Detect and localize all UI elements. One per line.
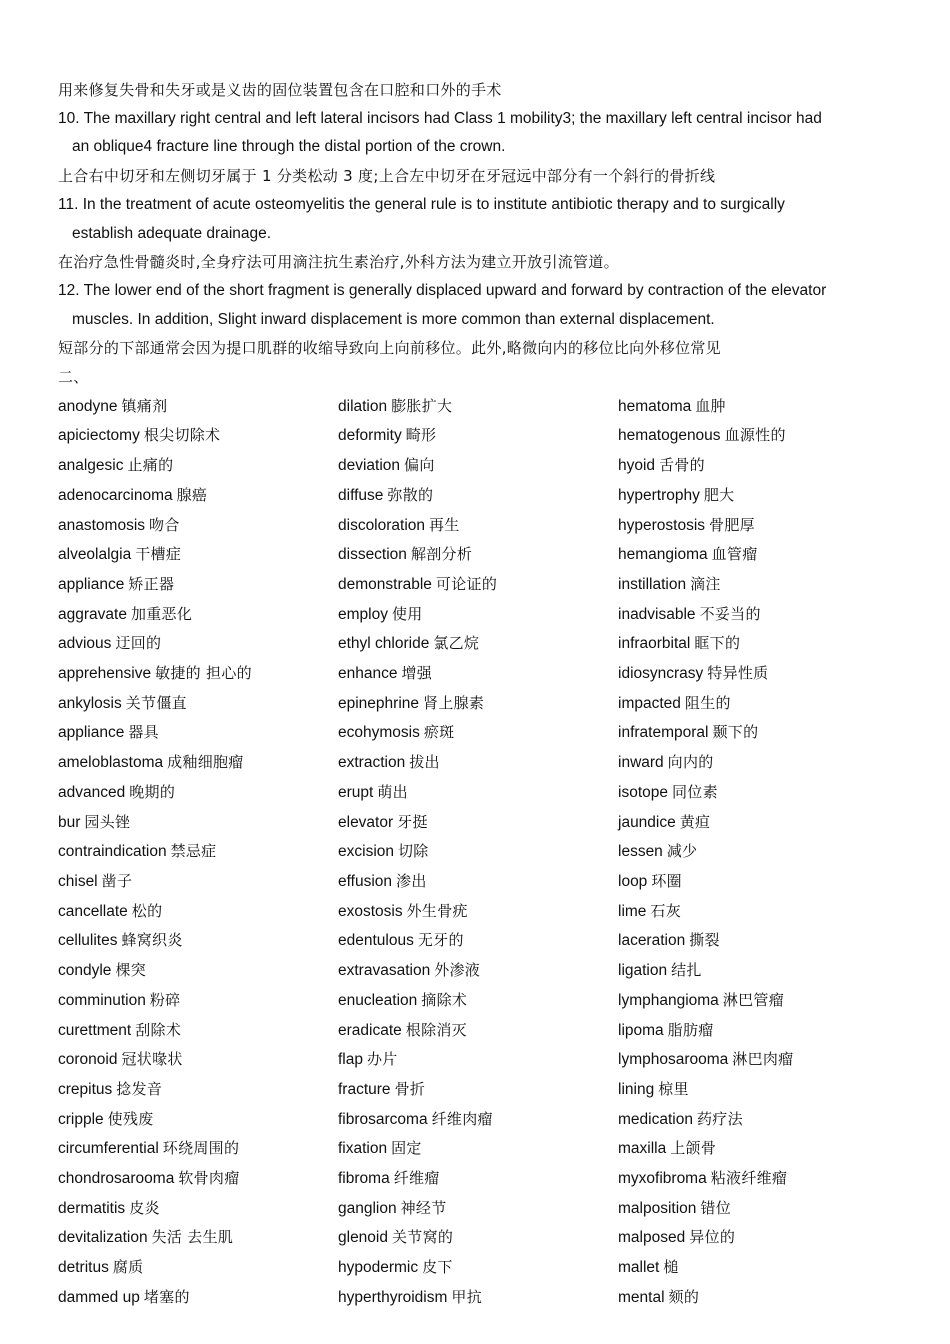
vocabulary-item	[618, 451, 898, 481]
vocabulary-item	[618, 778, 898, 808]
vocabulary-translation: 颞下的	[712, 723, 759, 742]
vocabulary-translation: 外渗液	[434, 961, 481, 980]
vocabulary-item	[618, 1223, 898, 1253]
vocabulary-grid	[58, 392, 898, 1313]
vocabulary-term: adenocarcinoma	[58, 486, 173, 504]
vocabulary-term: appliance	[58, 575, 125, 593]
vocabulary-term: ligation	[618, 962, 668, 980]
vocabulary-term: detritus	[58, 1259, 109, 1277]
vocabulary-term: advious	[58, 635, 112, 653]
vocabulary-term: loop	[618, 872, 648, 890]
vocabulary-term: aggravate	[58, 605, 127, 623]
vocabulary-item	[338, 1016, 618, 1046]
vocabulary-item	[338, 392, 618, 422]
vocabulary-translation: 偏向	[404, 456, 435, 475]
vocabulary-item	[58, 1283, 338, 1313]
vocabulary-translation: 环圈	[651, 871, 682, 890]
vocabulary-term: bur	[58, 813, 81, 831]
vocabulary-translation: 错位	[700, 1198, 732, 1217]
vocabulary-translation: 舌骨的	[659, 456, 705, 475]
vocabulary-term: deviation	[338, 457, 401, 475]
vocabulary-term: hyperthyroidism	[338, 1288, 448, 1306]
vocabulary-term: infraorbital	[618, 635, 691, 653]
vocabulary-item	[58, 1253, 338, 1283]
vocabulary-term: erupt	[338, 783, 374, 801]
vocabulary-translation: 凿子	[101, 871, 133, 890]
vocabulary-translation: 摘除术	[421, 990, 468, 1009]
vocabulary-item	[58, 1045, 338, 1075]
vocabulary-term: chisel	[58, 872, 98, 890]
vocabulary-term: excision	[338, 843, 394, 861]
vocabulary-translation: 棵突	[115, 961, 147, 980]
vocabulary-term: ecohymosis	[338, 724, 420, 742]
vocabulary-term: lime	[618, 902, 647, 920]
sentence-block	[58, 105, 898, 191]
vocabulary-term: hematoma	[618, 397, 692, 415]
vocabulary-term: discoloration	[338, 516, 426, 534]
vocabulary-translation: 皮下	[422, 1258, 453, 1277]
vocabulary-translation: 粉碎	[149, 990, 181, 1009]
vocabulary-item	[618, 570, 898, 600]
vocabulary-item	[58, 778, 338, 808]
vocabulary-translation: 捻发音	[116, 1079, 163, 1098]
vocabulary-translation: 解剖分析	[410, 545, 473, 564]
vocabulary-term: coronoid	[58, 1051, 118, 1069]
vocabulary-term: diffuse	[338, 486, 384, 504]
vocabulary-item	[58, 540, 338, 570]
vocabulary-translation: 根尖切除术	[143, 426, 221, 445]
vocabulary-term: flap	[338, 1051, 363, 1069]
vocabulary-term: hyoid	[618, 457, 656, 475]
sentence-english-line-2: muscles. In addition, Slight inward displacement is more common than external displacement.	[72, 310, 715, 328]
vocabulary-term: hyperostosis	[618, 516, 706, 534]
vocabulary-item	[58, 481, 338, 511]
vocabulary-item	[618, 1134, 898, 1164]
vocabulary-translation: 异位的	[689, 1228, 736, 1247]
intro-line: 用来修复失骨和失牙或是义齿的固位装置包含在口腔和口外的手术	[58, 81, 502, 99]
vocabulary-item	[338, 1223, 618, 1253]
vocabulary-translation: 失活 去生肌	[151, 1228, 234, 1247]
vocabulary-item	[338, 1194, 618, 1224]
vocabulary-term: malposition	[618, 1199, 697, 1217]
vocabulary-translation: 膨胀扩大	[391, 396, 453, 415]
vocabulary-item	[338, 451, 618, 481]
sentence-list	[58, 105, 898, 363]
sentence-chinese-translation: 在治疗急性骨髓炎时,全身疗法可用滴注抗生素治疗,外科方法为建立开放引流管道。	[58, 253, 619, 272]
vocabulary-translation: 办片	[367, 1050, 398, 1069]
vocabulary-translation: 颏的	[668, 1287, 700, 1306]
sentence-english-line-2: an oblique4 fracture line through the distal portion of the crown.	[72, 138, 506, 156]
vocabulary-column	[618, 392, 898, 1313]
vocabulary-item	[338, 867, 618, 897]
vocabulary-item	[618, 689, 898, 719]
vocabulary-translation: 松的	[131, 901, 163, 920]
vocabulary-item	[338, 421, 618, 451]
vocabulary-item	[58, 392, 338, 422]
vocabulary-term: lymphosarooma	[618, 1051, 729, 1069]
vocabulary-item	[338, 540, 618, 570]
vocabulary-translation: 晚期的	[129, 782, 176, 801]
vocabulary-item	[58, 956, 338, 986]
vocabulary-translation: 软骨肉瘤	[178, 1169, 240, 1188]
vocabulary-item	[338, 629, 618, 659]
vocabulary-item	[338, 837, 618, 867]
vocabulary-translation: 腐质	[112, 1258, 144, 1277]
vocabulary-item	[338, 956, 618, 986]
vocabulary-translation: 止痛的	[127, 456, 174, 475]
vocabulary-item	[618, 1164, 898, 1194]
vocabulary-term: lipoma	[618, 1021, 664, 1039]
vocabulary-translation: 粘液纤维瘤	[710, 1169, 788, 1188]
vocabulary-item	[338, 986, 618, 1016]
vocabulary-translation: 椋里	[658, 1079, 689, 1098]
vocabulary-item	[338, 897, 618, 927]
vocabulary-term: anodyne	[58, 397, 118, 415]
vocabulary-item	[58, 1194, 338, 1224]
vocabulary-item	[618, 718, 898, 748]
vocabulary-item	[58, 570, 338, 600]
vocabulary-term: appliance	[58, 724, 125, 742]
vocabulary-item	[58, 1016, 338, 1046]
vocabulary-translation: 切除	[398, 842, 429, 861]
vocabulary-term: hematogenous	[618, 427, 721, 445]
vocabulary-translation: 特异性质	[707, 664, 769, 683]
vocabulary-translation: 敏捷的 担心的	[155, 664, 252, 683]
vocabulary-item	[338, 808, 618, 838]
vocabulary-item	[338, 481, 618, 511]
document-page	[58, 76, 898, 1313]
vocabulary-translation: 器具	[128, 723, 159, 742]
vocabulary-term: fixation	[338, 1140, 388, 1158]
vocabulary-term: condyle	[58, 962, 112, 980]
vocabulary-translation: 脂肪瘤	[667, 1020, 714, 1039]
vocabulary-translation: 蜂窝织炎	[121, 931, 183, 950]
vocabulary-translation: 纤维肉瘤	[431, 1109, 493, 1128]
vocabulary-item	[58, 837, 338, 867]
vocabulary-item	[338, 1164, 618, 1194]
vocabulary-term: impacted	[618, 694, 681, 712]
vocabulary-term: myxofibroma	[618, 1170, 707, 1188]
vocabulary-item	[338, 778, 618, 808]
vocabulary-translation: 无牙的	[417, 931, 464, 950]
vocabulary-item	[338, 1105, 618, 1135]
vocabulary-item	[618, 511, 898, 541]
vocabulary-translation: 加重恶化	[130, 604, 193, 623]
vocabulary-translation: 吻合	[149, 515, 180, 534]
vocabulary-item	[618, 1105, 898, 1135]
vocabulary-term: apprehensive	[58, 665, 152, 683]
vocabulary-item	[618, 1253, 898, 1283]
vocabulary-item	[58, 1164, 338, 1194]
vocabulary-translation: 氯乙烷	[433, 634, 480, 653]
vocabulary-column	[338, 392, 618, 1313]
vocabulary-item	[58, 1105, 338, 1135]
vocabulary-translation: 堵塞的	[143, 1287, 190, 1306]
vocabulary-term: contraindication	[58, 843, 167, 861]
sentence-chinese-translation: 短部分的下部通常会因为提口肌群的收缩导致向上向前移位。此外,略微向内的移位比向外移位常见	[58, 339, 721, 358]
vocabulary-item	[58, 451, 338, 481]
vocabulary-term: lessen	[618, 843, 663, 861]
vocabulary-translation: 皮炎	[129, 1198, 160, 1217]
sentence-block	[58, 191, 898, 277]
vocabulary-translation: 肾上腺素	[423, 693, 485, 712]
vocabulary-term: cancellate	[58, 902, 128, 920]
vocabulary-translation: 渗出	[396, 871, 427, 890]
vocabulary-translation: 纤维瘤	[393, 1169, 440, 1188]
vocabulary-term: medication	[618, 1110, 693, 1128]
vocabulary-term: crepitus	[58, 1080, 113, 1098]
vocabulary-translation: 石灰	[650, 901, 682, 920]
vocabulary-term: fibrosarcoma	[338, 1110, 428, 1128]
vocabulary-item	[618, 926, 898, 956]
vocabulary-translation: 同位素	[671, 782, 718, 801]
vocabulary-item	[618, 837, 898, 867]
vocabulary-translation: 畸形	[405, 426, 437, 445]
vocabulary-term: glenoid	[338, 1229, 388, 1247]
vocabulary-translation: 结扎	[671, 961, 702, 980]
vocabulary-translation: 禁忌症	[170, 842, 217, 861]
vocabulary-term: dilation	[338, 397, 388, 415]
vocabulary-item	[618, 1075, 898, 1105]
vocabulary-term: fracture	[338, 1080, 391, 1098]
vocabulary-translation: 园头锉	[84, 812, 131, 831]
vocabulary-item	[618, 956, 898, 986]
vocabulary-translation: 上颌骨	[670, 1139, 717, 1158]
vocabulary-translation: 矫正器	[128, 574, 175, 593]
vocabulary-term: elevator	[338, 813, 394, 831]
vocabulary-item	[338, 1045, 618, 1075]
vocabulary-item	[618, 1045, 898, 1075]
vocabulary-item	[618, 392, 898, 422]
vocabulary-term: malposed	[618, 1229, 686, 1247]
vocabulary-item	[58, 808, 338, 838]
sentence-english-line-1: 10. The maxillary right central and left lateral incisors had Class 1 mobility3; the maxillary left central incisor had	[58, 109, 822, 127]
vocabulary-item	[338, 718, 618, 748]
vocabulary-translation: 刮除术	[135, 1020, 182, 1039]
vocabulary-item	[338, 659, 618, 689]
vocabulary-translation: 减少	[666, 842, 698, 861]
vocabulary-translation: 拔出	[409, 753, 440, 772]
vocabulary-item	[58, 511, 338, 541]
vocabulary-translation: 关节僵直	[125, 693, 187, 712]
vocabulary-item	[58, 897, 338, 927]
vocabulary-item	[338, 689, 618, 719]
vocabulary-term: analgesic	[58, 457, 124, 475]
vocabulary-translation: 淋巴肉瘤	[732, 1050, 794, 1069]
vocabulary-term: curettment	[58, 1021, 132, 1039]
vocabulary-item	[618, 600, 898, 630]
vocabulary-column	[58, 392, 338, 1313]
vocabulary-term: advanced	[58, 783, 126, 801]
vocabulary-term: mental	[618, 1288, 665, 1306]
vocabulary-term: devitalization	[58, 1229, 148, 1247]
vocabulary-term: hemangioma	[618, 546, 708, 564]
vocabulary-translation: 使残废	[107, 1109, 154, 1128]
vocabulary-translation: 滴注	[690, 574, 721, 593]
vocabulary-item	[58, 867, 338, 897]
vocabulary-term: mallet	[618, 1259, 660, 1277]
vocabulary-translation: 向内的	[667, 753, 714, 772]
vocabulary-item	[618, 808, 898, 838]
section-heading: 二、	[58, 368, 89, 387]
vocabulary-term: ganglion	[338, 1199, 397, 1217]
vocabulary-translation: 肥大	[703, 485, 735, 504]
vocabulary-item	[58, 926, 338, 956]
vocabulary-item	[618, 629, 898, 659]
vocabulary-term: ameloblastoma	[58, 754, 164, 772]
vocabulary-term: maxilla	[618, 1140, 667, 1158]
vocabulary-item	[618, 1016, 898, 1046]
vocabulary-translation: 镇痛剂	[121, 396, 168, 415]
vocabulary-item	[618, 481, 898, 511]
vocabulary-translation: 不妥当的	[699, 604, 761, 623]
vocabulary-translation: 根除消灭	[405, 1020, 467, 1039]
vocabulary-item	[618, 867, 898, 897]
vocabulary-term: cripple	[58, 1110, 104, 1128]
vocabulary-translation: 再生	[429, 515, 460, 534]
vocabulary-item	[618, 986, 898, 1016]
vocabulary-item	[58, 600, 338, 630]
vocabulary-term: lymphangioma	[618, 991, 719, 1009]
vocabulary-term: dissection	[338, 546, 407, 564]
vocabulary-term: circumferential	[58, 1140, 159, 1158]
vocabulary-term: extravasation	[338, 962, 431, 980]
vocabulary-translation: 神经节	[400, 1198, 447, 1217]
vocabulary-term: chondrosarooma	[58, 1170, 175, 1188]
vocabulary-translation: 环绕周围的	[162, 1139, 240, 1158]
vocabulary-item	[338, 1134, 618, 1164]
vocabulary-term: effusion	[338, 872, 393, 890]
vocabulary-term: dermatitis	[58, 1199, 126, 1217]
vocabulary-item	[58, 718, 338, 748]
vocabulary-translation: 腺癌	[176, 485, 208, 504]
vocabulary-item	[58, 689, 338, 719]
vocabulary-term: hypodermic	[338, 1259, 419, 1277]
vocabulary-item	[338, 1253, 618, 1283]
vocabulary-item	[338, 1075, 618, 1105]
vocabulary-translation: 可论证的	[435, 574, 498, 593]
vocabulary-translation: 血管瘤	[711, 545, 758, 564]
vocabulary-term: enhance	[338, 665, 398, 683]
vocabulary-term: ethyl chloride	[338, 635, 430, 653]
vocabulary-term: laceration	[618, 932, 686, 950]
vocabulary-term: exostosis	[338, 902, 403, 920]
vocabulary-translation: 成釉细胞瘤	[167, 753, 244, 772]
vocabulary-item	[618, 659, 898, 689]
vocabulary-translation: 关节窝的	[392, 1228, 454, 1247]
vocabulary-translation: 撕裂	[689, 931, 720, 950]
sentence-english-line-1: 12. The lower end of the short fragment is generally displaced upward and forward by contraction of the elevator	[58, 281, 827, 299]
vocabulary-item	[618, 748, 898, 778]
vocabulary-item	[58, 986, 338, 1016]
vocabulary-term: ankylosis	[58, 694, 122, 712]
vocabulary-term: fibroma	[338, 1170, 390, 1188]
sentence-block	[58, 277, 898, 363]
vocabulary-item	[58, 659, 338, 689]
vocabulary-term: isotope	[618, 783, 668, 801]
vocabulary-term: instillation	[618, 575, 687, 593]
vocabulary-translation: 迂回的	[115, 634, 162, 653]
vocabulary-translation: 血肿	[695, 396, 726, 415]
vocabulary-item	[58, 421, 338, 451]
vocabulary-translation: 黄疸	[679, 812, 711, 831]
vocabulary-translation: 阻生的	[684, 693, 731, 712]
vocabulary-item	[58, 1134, 338, 1164]
vocabulary-term: deformity	[338, 427, 402, 445]
vocabulary-item	[618, 421, 898, 451]
vocabulary-translation: 增强	[401, 664, 433, 683]
vocabulary-translation: 淋巴管瘤	[722, 990, 785, 1009]
vocabulary-translation: 骨折	[394, 1079, 426, 1098]
vocabulary-term: eradicate	[338, 1021, 402, 1039]
vocabulary-translation: 萌出	[377, 782, 408, 801]
vocabulary-term: extraction	[338, 754, 406, 772]
vocabulary-item	[58, 1223, 338, 1253]
vocabulary-term: comminution	[58, 991, 146, 1009]
vocabulary-term: idiosyncrasy	[618, 665, 704, 683]
sentence-english-line-2: establish adequate drainage.	[72, 224, 272, 242]
vocabulary-term: epinephrine	[338, 694, 420, 712]
vocabulary-term: dammed up	[58, 1288, 140, 1306]
vocabulary-term: edentulous	[338, 932, 414, 950]
vocabulary-item	[618, 897, 898, 927]
vocabulary-item	[618, 1283, 898, 1313]
vocabulary-translation: 血源性的	[724, 426, 786, 445]
vocabulary-item	[58, 629, 338, 659]
vocabulary-translation: 药疗法	[696, 1109, 743, 1128]
vocabulary-item	[618, 1194, 898, 1224]
vocabulary-item	[338, 1283, 618, 1313]
vocabulary-term: apiciectomy	[58, 427, 140, 445]
vocabulary-translation: 瘀斑	[423, 723, 455, 742]
vocabulary-term: lining	[618, 1080, 655, 1098]
vocabulary-term: hypertrophy	[618, 486, 700, 504]
vocabulary-translation: 牙挺	[397, 812, 428, 831]
vocabulary-translation: 弥散的	[387, 485, 434, 504]
vocabulary-translation: 使用	[391, 604, 423, 623]
vocabulary-item	[338, 511, 618, 541]
vocabulary-term: employ	[338, 605, 388, 623]
vocabulary-translation: 干槽症	[135, 545, 182, 564]
vocabulary-item	[58, 1075, 338, 1105]
vocabulary-item	[618, 540, 898, 570]
vocabulary-item	[338, 570, 618, 600]
vocabulary-item	[338, 600, 618, 630]
vocabulary-term: alveolalgia	[58, 546, 132, 564]
vocabulary-translation: 槌	[663, 1258, 679, 1277]
vocabulary-term: infratemporal	[618, 724, 709, 742]
vocabulary-term: inadvisable	[618, 605, 696, 623]
vocabulary-translation: 骨肥厚	[709, 515, 755, 534]
vocabulary-item	[338, 748, 618, 778]
vocabulary-translation: 外生骨疣	[406, 901, 468, 920]
vocabulary-item	[58, 748, 338, 778]
vocabulary-term: demonstrable	[338, 575, 432, 593]
vocabulary-translation: 甲抗	[451, 1287, 483, 1306]
sentence-chinese-translation: 上合右中切牙和左侧切牙属于 1 分类松动 3 度;上合左中切牙在牙冠远中部分有一个斜行的骨折线	[58, 167, 716, 186]
sentence-english-line-1: 11. In the treatment of acute osteomyelitis the general rule is to institute antibiotic therapy and to surgically	[58, 195, 785, 213]
vocabulary-term: enucleation	[338, 991, 418, 1009]
vocabulary-translation: 冠状喙状	[121, 1050, 183, 1069]
vocabulary-item	[338, 926, 618, 956]
vocabulary-translation: 固定	[391, 1139, 422, 1158]
vocabulary-term: inward	[618, 754, 664, 772]
vocabulary-term: anastomosis	[58, 516, 146, 534]
vocabulary-term: cellulites	[58, 932, 118, 950]
vocabulary-term: jaundice	[618, 813, 676, 831]
vocabulary-translation: 眶下的	[694, 634, 741, 653]
